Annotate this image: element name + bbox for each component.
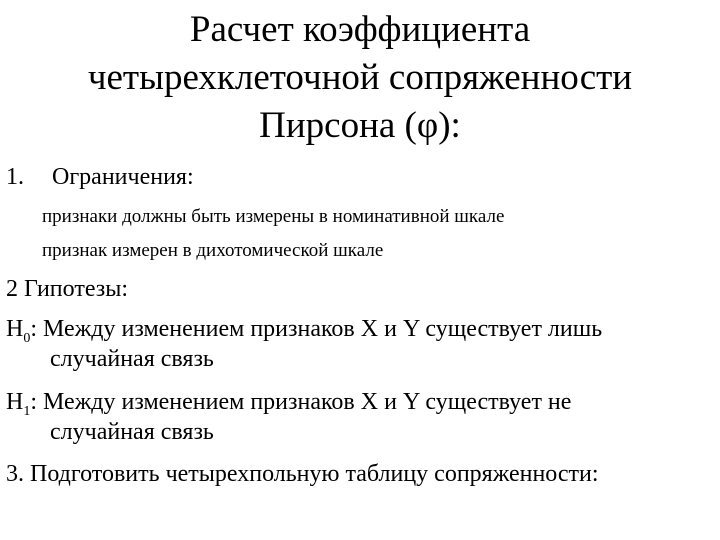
h0-text: : Между изменением признаков X и Y существует лишь — [30, 316, 603, 342]
restrictions-heading — [6, 163, 194, 191]
h1-symbol: H — [6, 389, 24, 415]
restrictions-label: Ограничения: — [52, 164, 194, 190]
hypothesis-h1 — [6, 388, 572, 419]
restriction-item-1: признаки должны быть измерены в номинативной шкале — [42, 206, 505, 227]
hypotheses-heading: 2 Гипотезы: — [6, 276, 129, 302]
title-line-2: четырехклеточной сопряженности — [87, 57, 633, 98]
h0-symbol: H — [6, 316, 24, 342]
title-line-1: Расчет коэффициента — [189, 9, 531, 50]
slide-title — [0, 6, 720, 150]
h0-subscript: 0 — [23, 331, 31, 346]
h1-subscript: 1 — [23, 404, 31, 419]
title-line-3: Пирсона (φ): — [259, 105, 461, 146]
h0-continuation: случайная связь — [50, 346, 214, 372]
restrictions-number: 1. — [6, 164, 24, 190]
h1-continuation: случайная связь — [50, 419, 214, 445]
step3-text: 3. Подготовить четырехпольную таблицу сопряженности: — [6, 461, 599, 487]
restriction-item-2: признак измерен в дихотомической шкале — [42, 240, 384, 261]
h1-text: : Между изменением признаков X и Y существует не — [30, 389, 572, 415]
hypothesis-h0 — [6, 315, 603, 346]
